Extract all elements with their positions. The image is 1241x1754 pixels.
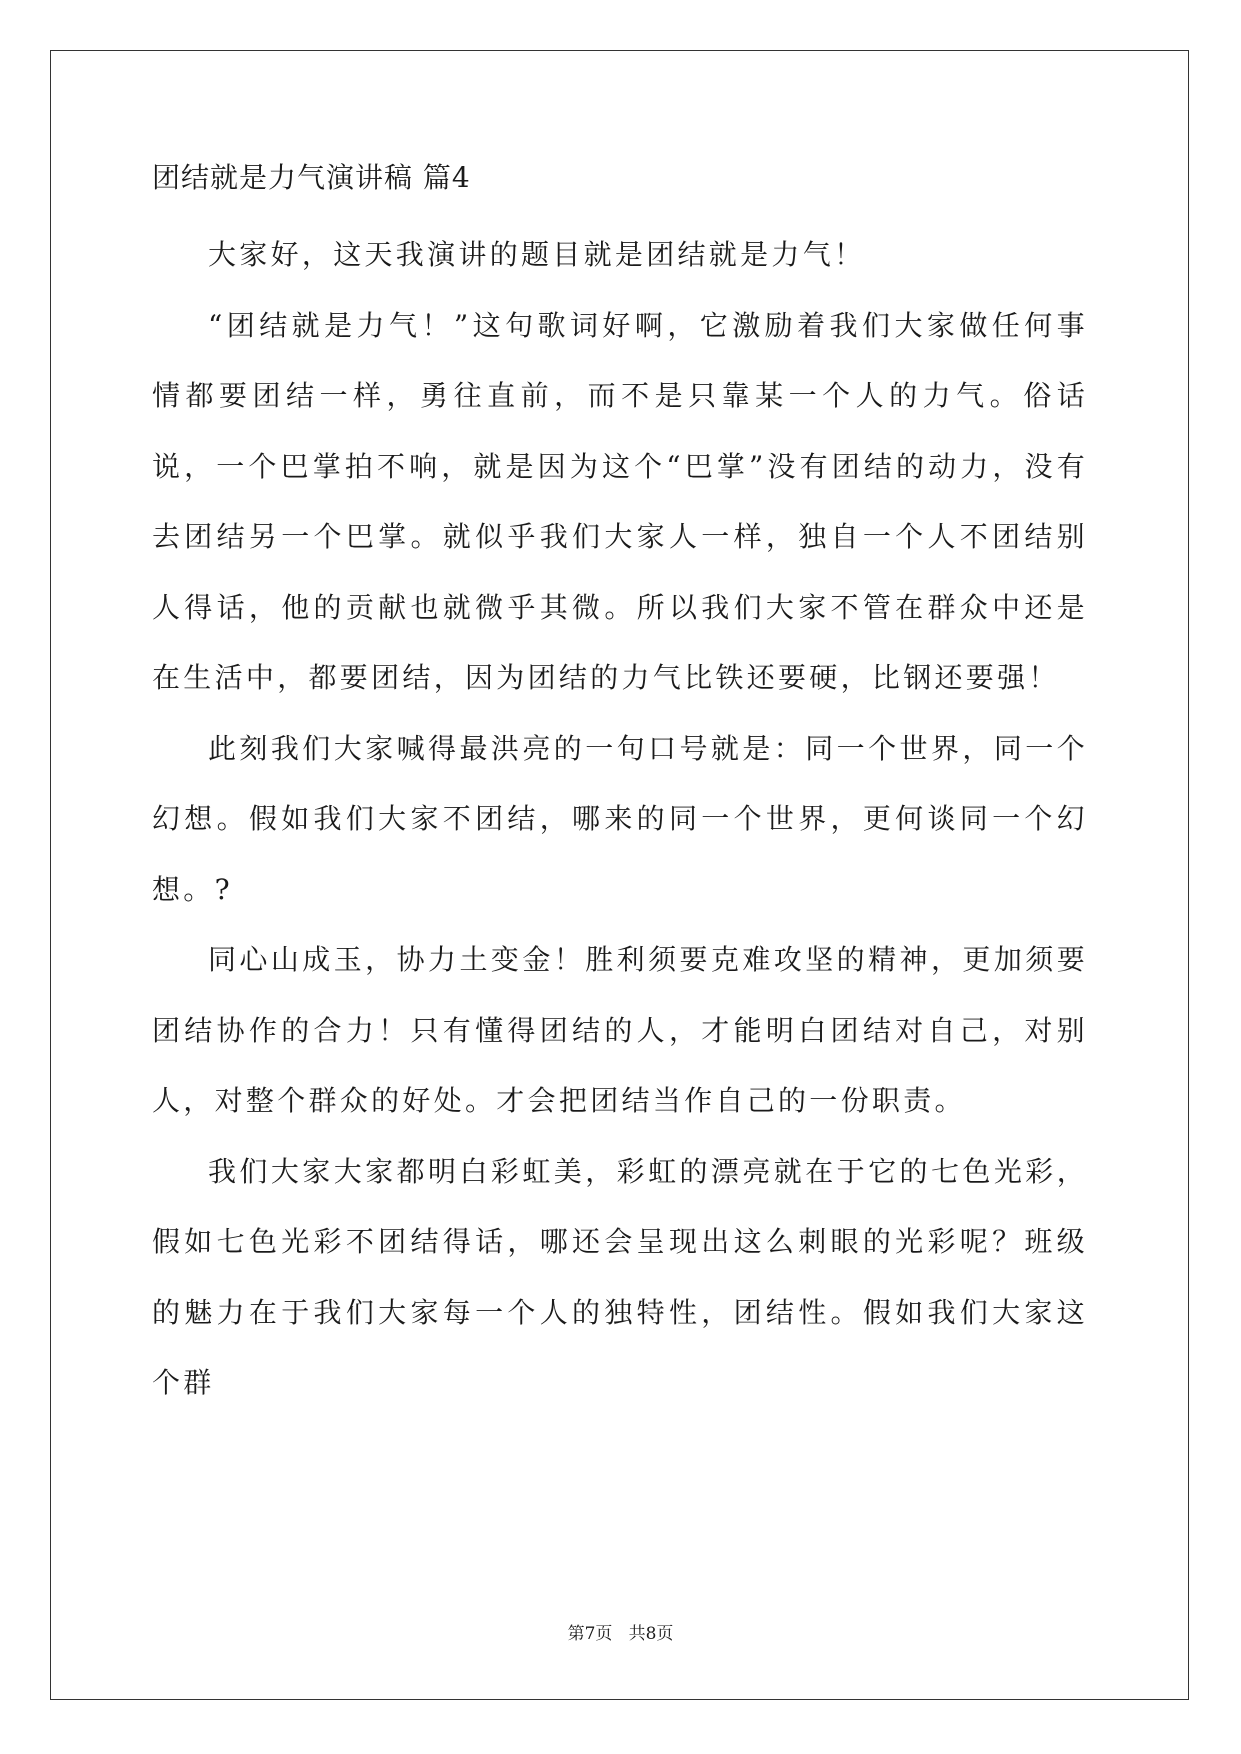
document-title: 团结就是力气演讲稿 篇4 <box>152 161 471 194</box>
paragraph-2: “团结就是力气！”这句歌词好啊，它激励着我们大家做任何事情都要团结一样，勇往直前，而不是只靠某一个人的力气。俗话说，一个巴掌拍不响，就是因为这个“巴掌”没有团结的动力，没有去团结另一个巴掌。就似乎我们大家人一样，独自一个人不团结别人得话，他的贡献也就微乎其微。所以我们大家不管在群众中还是在生活中，都要团结，因为团结的力气比铁还要硬，比钢还要强！ <box>152 308 1088 694</box>
paragraph-5: 我们大家大家都明白彩虹美，彩虹的漂亮就在于它的七色光彩，假如七色光彩不团结得话，哪还会呈现出这么刺眼的光彩呢？班级的魅力在于我们大家每一个人的独特性，团结性。假如我们大家这个群 <box>152 1154 1088 1399</box>
page-number: 第7页 共8页 <box>567 1624 674 1644</box>
paragraph-1: 大家好，这天我演讲的题目就是团结就是力气！ <box>208 238 866 271</box>
document-body <box>152 162 1088 1419</box>
paragraph-4: 同心山成玉，协力土变金！胜利须要克难攻坚的精神，更加须要团结协作的合力！只有懂得团结的人，才能明白团结对自己，对别人，对整个群众的好处。才会把团结当作自己的一份职责。 <box>152 943 1088 1117</box>
paragraph-3: 此刻我们大家喊得最洪亮的一句口号就是：同一个世界，同一个幻想。假如我们大家不团结，哪来的同一个世界，更何谈同一个幻想。? <box>152 731 1088 906</box>
